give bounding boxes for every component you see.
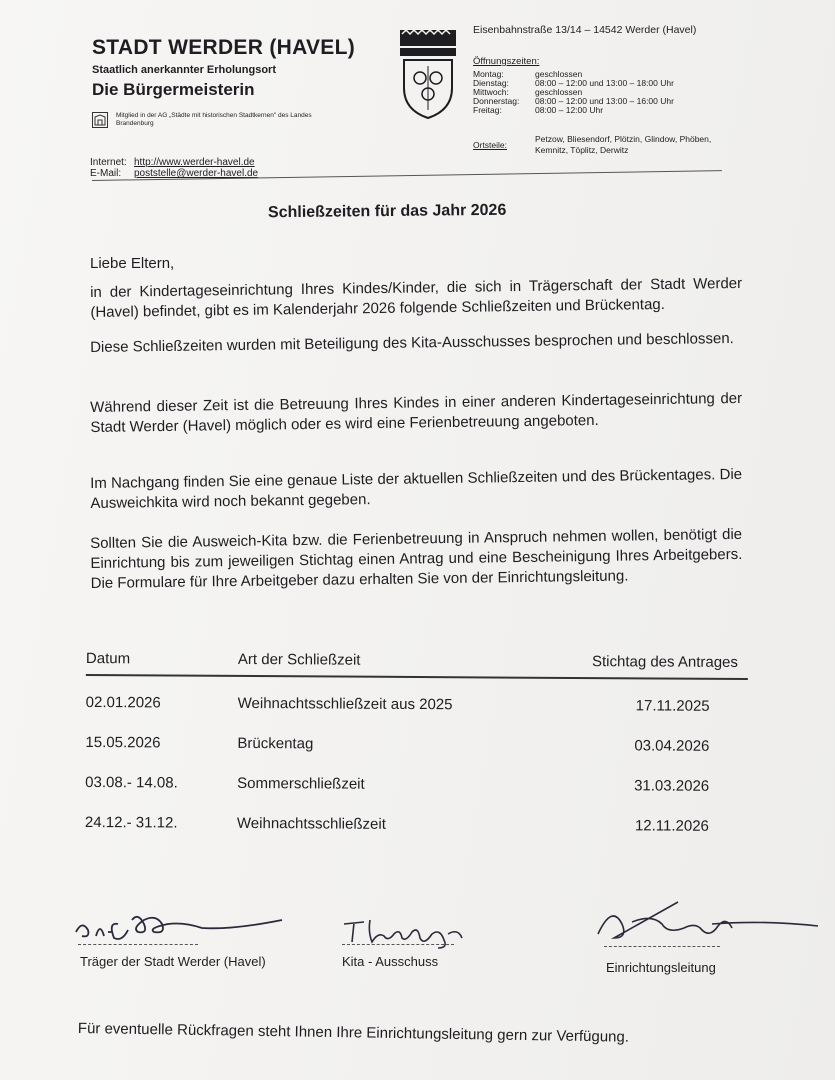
city-crest-icon [398,26,458,122]
website-link[interactable]: http://www.werder-havel.de [134,157,255,168]
table-header [86,650,748,680]
email-link[interactable]: poststelle@werder-havel.de [134,168,259,179]
cell-date: 02.01.2026 [85,693,161,712]
hours-row: Montag: geschlossen [473,69,583,79]
table-row [85,796,747,840]
column-header-deadline: Stichtag des Antrages [591,653,738,671]
column-header-date: Datum [85,650,131,668]
email-label: E-Mail: [90,168,122,179]
signature-management [592,894,824,951]
opening-hours-title: Öffnungszeiten: [473,56,540,67]
table-row [86,676,748,720]
cell-date: 03.08.- 14.08. [85,773,178,792]
hours-row: Dienstag: 08:00 – 12:00 und 13:00 – 18:00 Uhr [473,78,674,88]
districts-label: Ortsteile: [473,140,508,150]
paragraph-intro: in der Kindertageseinrichtung Ihres Kindes/Kinder, die sich in Trägerschaft der Stadt Werder (Havel) befindet, gibt es im Kalenderjahr 2026 folgende Schließzeiten und Brückentag. [90,274,743,321]
city-subtitle: Staatlich anerkannter Erholungsort [92,64,276,76]
hours-row: Freitag: 08:00 – 12:00 Uhr [473,105,604,115]
paragraph-list-note: Im Nachgang finden Sie eine genaue Liste der aktuellen Schließzeiten und des Brückentages. Die Ausweichkita wird noch bekannt gegeben. [90,465,743,512]
historic-towns-logo-icon [92,112,108,128]
column-header-type: Art der Schließzeit [237,650,361,669]
internet-label: Internet: [90,157,127,168]
cell-type: Sommerschließzeit [237,774,365,793]
signature-line [342,944,454,945]
paragraph-committee: Diese Schließzeiten wurden mit Beteiligung des Kita-Ausschusses besprochen und beschlossen. [90,330,734,356]
letter-title: Schließzeiten für das Jahr 2026 [267,201,507,222]
signature-label-committee: Kita - Ausschuss [342,954,439,969]
greeting: Liebe Eltern, [90,255,175,272]
signature-line [604,946,720,947]
contact-info [90,157,258,179]
paragraph-alternative-care: Während dieser Zeit ist die Betreuung Ihres Kindes in einer anderen Kindertageseinrichtung der Stadt Werder (Havel) möglich oder es wird eine Ferienbetreuung angeboten. [90,389,743,436]
signature-label-management: Einrichtungsleitung [606,960,716,975]
closure-table [85,650,748,840]
table-row [85,756,747,800]
membership-note: Mitglied in der AG „Städte mit historischen Stadtkernen" des Landes Brandenburg [116,112,312,127]
city-address: Eisenbahnstraße 13/14 – 14542 Werder (Havel) [473,24,697,36]
paragraph-application: Sollten Sie die Ausweich-Kita bzw. die Ferienbetreuung in Anspruch nehmen wollen, benötigt die Einrichtung bis zum jeweiligen Stichtag einen Antrag und eine Bescheinigung Ihres Arbeitgebers. Die Formulare für Ihre Arbeitgeber dazu erhalten Sie von der Einrichtungsleitung. [90,525,743,592]
signature-label-owner: Träger der Stadt Werder (Havel) [80,954,266,969]
districts-list: Petzow, Bliesendorf, Plötzin, Glindow, Phöben, Kemnitz, Töplitz, Derwitz [535,134,712,155]
cell-date: 15.05.2026 [85,733,161,752]
cell-deadline: 03.04.2026 [634,737,710,755]
cell-deadline: 31.03.2026 [634,777,710,795]
cell-deadline: 12.11.2026 [634,817,709,835]
city-name: STADT WERDER (HAVEL) [92,36,356,59]
signature-committee [340,912,470,957]
footer-note: Für eventuelle Rückfragen steht Ihnen Ihre Einrichtungsleitung gern zur Verfügung. [77,1020,630,1046]
cell-type: Weihnachtsschließzeit [236,814,386,833]
office-title: Die Bürgermeisterin [92,80,255,99]
cell-deadline: 17.11.2025 [635,697,710,715]
hours-row: Mittwoch: geschlossen [473,87,583,97]
cell-date: 24.12.- 31.12. [84,813,178,832]
cell-type: Brückentag [237,734,314,753]
cell-type: Weihnachtsschließzeit aus 2025 [237,694,453,714]
signature-line [78,944,198,945]
opening-hours [473,70,674,115]
table-row [85,716,747,760]
hours-row: Donnerstag: 08:00 – 12:00 und 13:00 – 16:00 Uhr [473,96,674,106]
